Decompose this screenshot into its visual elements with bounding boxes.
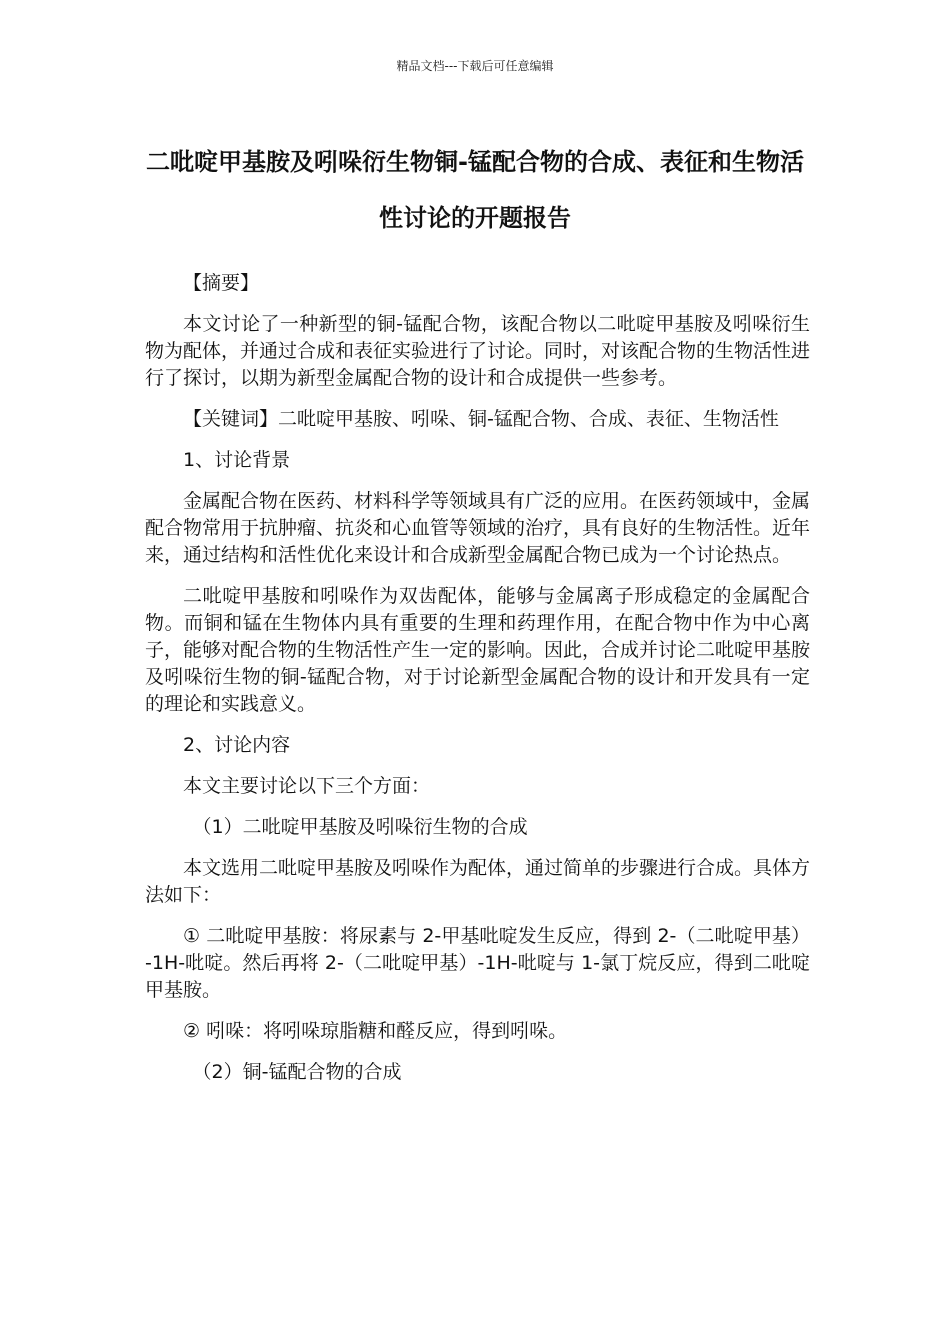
subsection-heading-complex-synthesis: （2）铜-锰配合物的合成	[192, 1061, 402, 1083]
abstract-heading: 【摘要】	[183, 272, 260, 294]
background-paragraph-2: 二吡啶甲基胺和吲哚作为双齿配体，能够与金属离子形成稳定的金属配合物。而铜和锰在生物体内具有重要的生理和药理作用，在配合物中作为中心离子，能够对配合物的生物活性产生一定的影响。因此，合成并讨论二吡啶甲基胺及吲哚衍生物的铜-锰配合物，对于讨论新型金属配合物的设计和开发具有一定的理论和实践意义。	[145, 585, 811, 715]
section-heading-background: 1、讨论背景	[183, 449, 291, 471]
document-title: 二吡啶甲基胺及吲哚衍生物铜-锰配合物的合成、表征和生物活性讨论的开题报告	[146, 148, 804, 232]
page-header: 精品文档---下载后可任意编辑	[396, 59, 554, 73]
method-step-2: ② 吲哚：将吲哚琼脂糖和醛反应，得到吲哚。	[183, 1020, 568, 1042]
content-intro-paragraph: 本文主要讨论以下三个方面：	[183, 775, 431, 797]
method-step-1: ① 二吡啶甲基胺：将尿素与 2-甲基吡啶发生反应，得到 2-（二吡啶甲基）-1H-吡啶。然后再将 2-（二吡啶甲基）-1H-吡啶与 1-氯丁烷反应，得到二吡啶甲基胺。	[145, 925, 810, 1001]
keywords-paragraph: 【关键词】二吡啶甲基胺、吲哚、铜-锰配合物、合成、表征、生物活性	[183, 408, 779, 430]
ligand-synthesis-paragraph: 本文选用二吡啶甲基胺及吲哚作为配体，通过简单的步骤进行合成。具体方法如下：	[145, 857, 811, 906]
abstract-paragraph: 本文讨论了一种新型的铜-锰配合物，该配合物以二吡啶甲基胺及吲哚衍生物为配体，并通过合成和表征实验进行了讨论。同时，对该配合物的生物活性进行了探讨，以期为新型金属配合物的设计和合成提供一些参考。	[145, 313, 811, 389]
section-heading-content: 2、讨论内容	[183, 734, 291, 756]
subsection-heading-ligand-synthesis: （1）二吡啶甲基胺及吲哚衍生物的合成	[192, 816, 528, 838]
background-paragraph-1: 金属配合物在医药、材料科学等领域具有广泛的应用。在医药领域中，金属配合物常用于抗肿瘤、抗炎和心血管等领域的治疗，具有良好的生物活性。近年来，通过结构和活性优化来设计和合成新型金属配合物已成为一个讨论热点。	[145, 490, 811, 566]
document-body	[145, 270, 810, 1100]
